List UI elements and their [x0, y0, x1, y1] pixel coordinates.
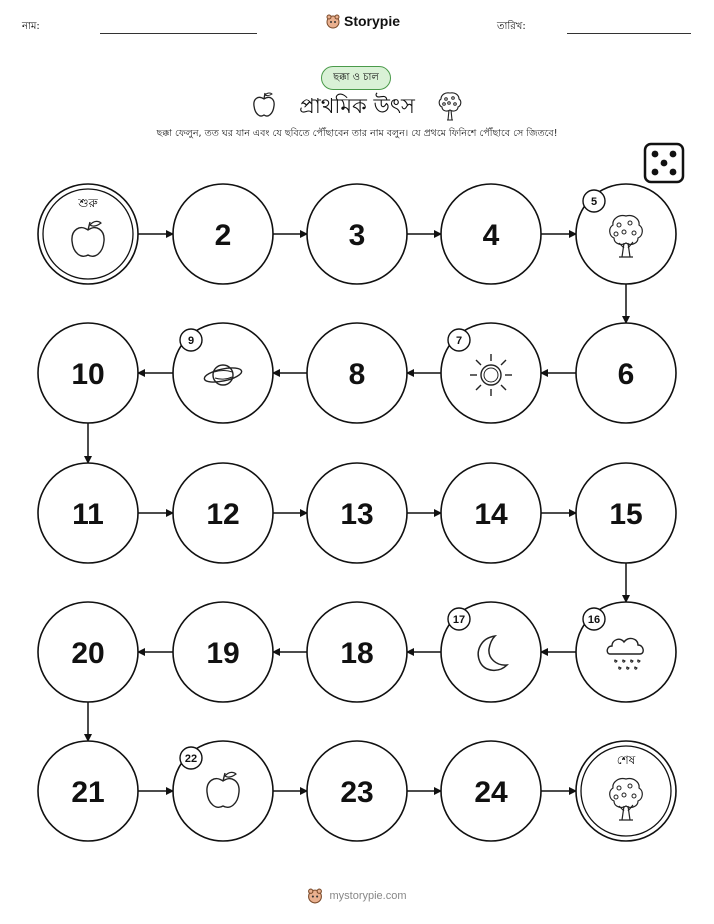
board-cell-16[interactable]	[576, 602, 676, 702]
cell-number: 2	[214, 219, 232, 252]
board-cell-6[interactable]	[576, 323, 676, 423]
end-label: শেষ	[616, 753, 636, 767]
board-cell-15[interactable]	[576, 463, 676, 563]
board-cell-25[interactable]	[576, 741, 676, 841]
cell-number: 24	[474, 776, 508, 809]
game-tag: ছক্কা ও চাল	[321, 66, 391, 90]
cell-number: 6	[617, 358, 635, 391]
board-cell-14[interactable]	[441, 463, 541, 563]
board-cell-4[interactable]	[441, 184, 541, 284]
board-cell-21[interactable]	[38, 741, 138, 841]
cell-number: 18	[340, 637, 374, 670]
board-cell-7[interactable]	[441, 323, 541, 423]
cell-number: 20	[71, 637, 105, 670]
board-cell-18[interactable]	[307, 602, 407, 702]
cell-number: 8	[348, 358, 366, 391]
board-cell-2[interactable]	[173, 184, 273, 284]
board-cell-11[interactable]	[38, 463, 138, 563]
board-cell-1[interactable]	[38, 184, 138, 284]
cell-number: 3	[348, 219, 366, 252]
cell-number: 22	[184, 753, 198, 765]
cell-number: 11	[72, 498, 104, 531]
board-cell-24[interactable]	[441, 741, 541, 841]
cell-number: 16	[587, 614, 601, 626]
start-label: শুরু	[78, 196, 98, 210]
date-label: তারিখ:	[497, 21, 526, 32]
cell-number: 12	[206, 498, 240, 531]
cell-number: 4	[482, 219, 500, 252]
cell-number: 5	[590, 196, 598, 208]
cell-number: 7	[455, 335, 463, 347]
cell-number: 23	[340, 776, 374, 809]
board-cell-12[interactable]	[173, 463, 273, 563]
storypie-mascot-icon	[307, 888, 323, 904]
board-cell-13[interactable]	[307, 463, 407, 563]
board-cell-9[interactable]	[173, 323, 273, 423]
cell-number: 10	[71, 358, 105, 391]
board-cell-19[interactable]	[173, 602, 273, 702]
cell-number: 13	[340, 498, 374, 531]
footer-site: mystorypie.com	[329, 890, 407, 902]
cell-number: 21	[71, 776, 105, 809]
footer	[0, 888, 714, 904]
board-cell-10[interactable]	[38, 323, 138, 423]
cell-number: 14	[474, 498, 508, 531]
board-cell-23[interactable]	[307, 741, 407, 841]
board-cell-3[interactable]	[307, 184, 407, 284]
cell-number: 15	[609, 498, 643, 531]
cell-number: 9	[187, 335, 195, 347]
cell-number: 19	[206, 637, 240, 670]
board-cell-22[interactable]	[173, 741, 273, 841]
name-label: নাম:	[22, 21, 40, 32]
board-cell-8[interactable]	[307, 323, 407, 423]
page-title: প্রাথমিক উৎস	[299, 94, 415, 118]
board-cell-17[interactable]	[441, 602, 541, 702]
board-cell-20[interactable]	[38, 602, 138, 702]
brand-name: Storypie	[344, 13, 401, 29]
cell-number: 17	[452, 614, 466, 626]
board-cell-5[interactable]	[576, 184, 676, 284]
instructions: ছক্কা ফেলুন, তত ঘর যান এবং যে ছবিতে পৌঁছাবেন তার নাম বলুন। যে প্রথমে ফিনিশে পৌঁছাবে সে জিতবে!	[156, 128, 558, 139]
